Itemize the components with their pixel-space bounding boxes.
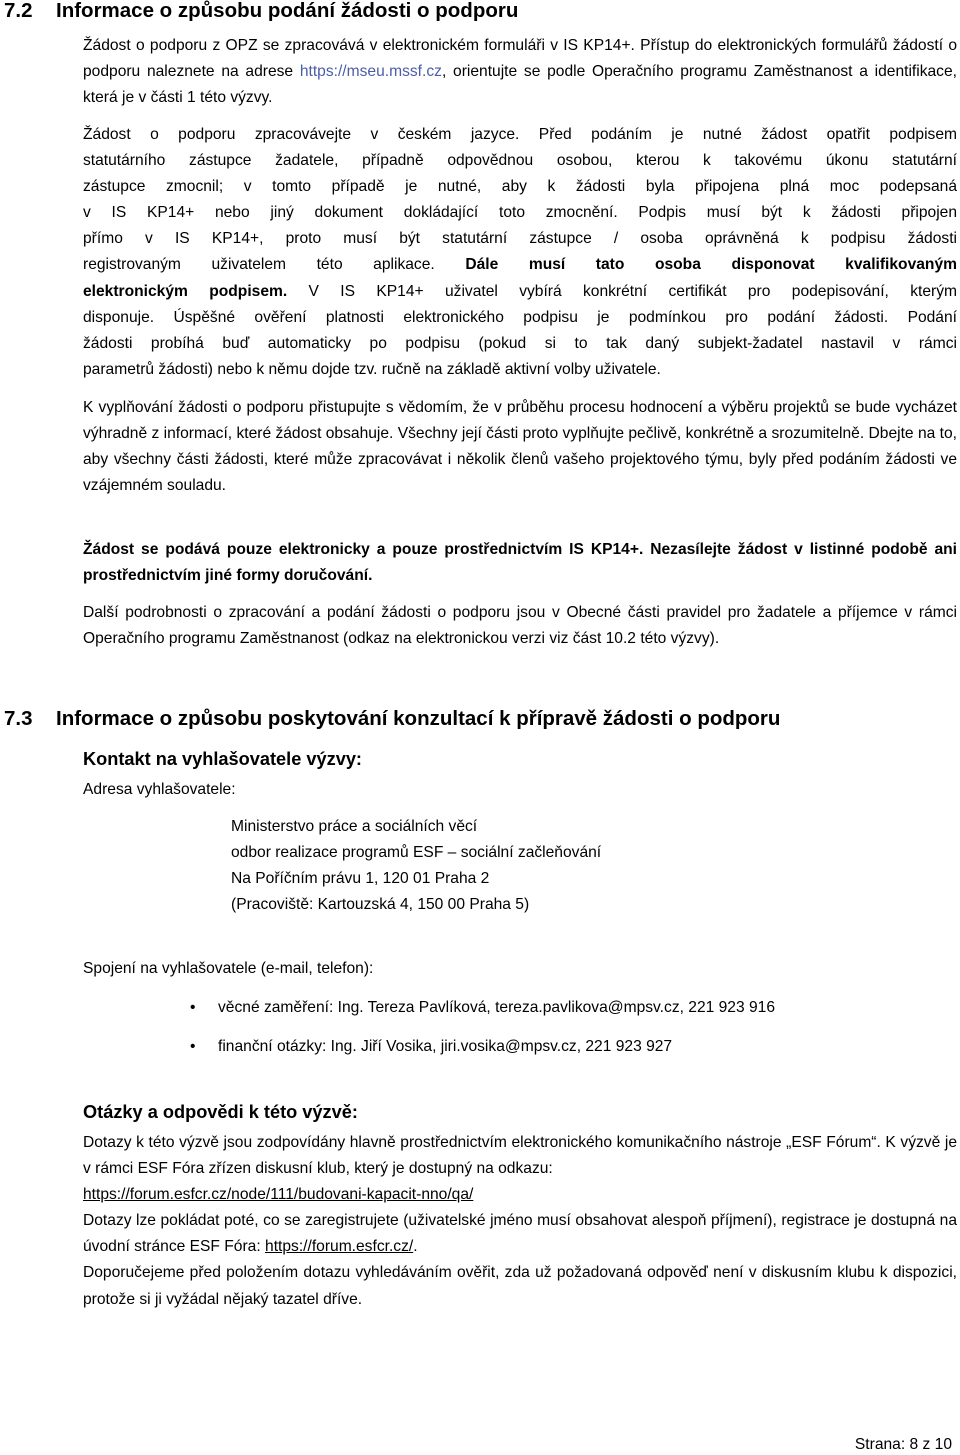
qa-block <box>83 1130 957 1313</box>
paragraph-line <box>83 252 957 278</box>
address-line: Na Poříčním právu 1, 120 01 Praha 2 <box>231 870 490 888</box>
paragraph-text: , orientujte se podle Operačního programu Zaměstnanost a identifikace, která je v části 1 této výzvy. <box>83 63 957 107</box>
contact-label: Spojení na vyhlašovatele (e-mail, telefon): <box>83 960 374 977</box>
address-block <box>231 814 931 918</box>
paragraph-text: Žádost o podporu z OPZ se zpracovává v elektronickém formuláři v IS KP14+. Přístup do elektronických formulářů žádostí o podporu naleznete na adrese <box>83 37 957 81</box>
contact-item: • finanční otázky: Ing. Jiří Vosika, jiri.vosika@mpsv.cz, 221 923 927 <box>218 1036 672 1058</box>
paragraph-line: statutárního zástupce žadatele, případně odpovědnou osobou, kterou k takovému úkonu statutární <box>83 152 957 170</box>
paragraph-text: . <box>413 1238 418 1256</box>
address-line: odbor realizace programů ESF – sociální začleňování <box>231 844 602 862</box>
section-7-2-title: Informace o způsobu podání žádosti o podporu <box>56 0 519 22</box>
address-label: Adresa vyhlašovatele: <box>83 781 236 798</box>
forum-qa-link[interactable]: https://forum.esfcr.cz/node/111/budovani-kapacit-nno/qa/ <box>83 1186 474 1204</box>
address-line: (Pracoviště: Kartouzská 4, 150 00 Praha 5) <box>231 896 530 914</box>
paragraph-evaluation: K vyplňování žádosti o podporu přistupujte s vědomím, že v průběhu procesu hodnocení a výběru projektů se bude vycházet výhradně z informací, které žádost obsahuje. Všechny její části proto vyplňujte pečlivě, konkrétně a srozumitelně. Dbejte na to, aby všechny části žádosti, které může zpracovávat i několik členů vašeho projektového týmu, byly před podáním žádosti ve vzájemném souladu. <box>83 399 957 495</box>
section-7-3-number: 7.3 <box>4 707 33 730</box>
paragraph-further-details: Další podrobnosti o zpracování a podání žádosti o podporu jsou v Obecné části pravidel pro žadatele a příjemce v rámci Operačního programu Zaměstnanost (odkaz na elektronickou verzi viz část 10.2 této výzvy). <box>83 604 957 648</box>
section-7-3-heading <box>4 707 780 731</box>
section-7-2-heading <box>4 0 518 23</box>
contact-heading: Kontakt na vyhlašovatele výzvy: <box>83 749 362 769</box>
paragraph-line: parametrů žádosti) nebo k němu dojde tzv. ručně na základě aktivní volby uživatele. <box>83 360 661 378</box>
qa-paragraph <box>83 1208 957 1260</box>
section-7-3-title: Informace o způsobu poskytování konzultací k přípravě žádosti o podporu <box>56 707 781 730</box>
paragraph-line: přímo v IS KP14+, proto musí být statutární zástupce / osoba oprávněná k podpisu žádosti <box>83 230 957 248</box>
qa-paragraph: Doporučejeme před položením dotazu vyhledáváním ověřit, zda už požadovaná odpověď není v diskusním klubu k dispozici, protože si ji vyžádal nějaký tazatel dříve. <box>83 1264 957 1308</box>
paragraph-line: v IS KP14+ nebo jiný dokument dokládající toto zmocnění. Podpis musí být k žádosti připojen <box>83 204 957 222</box>
paragraph-text: registrovaným uživatelem této aplikace. <box>83 256 466 274</box>
paragraph-electronic-only: Žádost se podává pouze elektronicky a pouze prostřednictvím IS KP14+. Nezasílejte žádost v listinné podobě ani prostřednictvím jiné formy doručování. <box>83 541 957 585</box>
bold-requirement: elektronickým podpisem. <box>83 282 288 300</box>
paragraph-signature <box>83 122 957 383</box>
paragraph-line: disponuje. Úspěšné ověření platnosti elektronického podpisu je podmínkou pro podání žádosti. Podání <box>83 308 957 326</box>
contact-item: • věcné zaměření: Ing. Tereza Pavlíková, tereza.pavlikova@mpsv.cz, 221 923 916 <box>218 997 775 1019</box>
qa-paragraph: Dotazy k této výzvě jsou zodpovídány hlavně prostřednictvím elektronického komunikačního nástroje „ESF Fórum“. K výzvě je v rámci ESF Fóra zřízen diskusní klub, který je dostupný na odkazu: <box>83 1134 957 1178</box>
forum-home-link[interactable]: https://forum.esfcr.cz/ <box>265 1238 414 1256</box>
qa-forum-link <box>83 1182 957 1208</box>
paragraph-text: V IS KP14+ uživatel vybírá konkrétní certifikát pro podepisování, kterým <box>287 282 958 300</box>
paragraph-line: žádosti probíhá buď automaticky po podpisu (pokud si to tak daný subjekt-žadatel nastavil v rámci <box>83 334 957 352</box>
mseu-link[interactable]: https://mseu.mssf.cz <box>299 63 442 81</box>
address-line: Ministerstvo práce a sociálních věcí <box>231 818 478 835</box>
paragraph-application-form <box>83 33 957 111</box>
paragraph-text: Dotazy lze pokládat poté, co se zaregistrujete (uživatelské jméno musí obsahovat alespoň příjmení), registrace je dostupná na úvodní stránce ESF Fóra: <box>83 1212 957 1256</box>
paragraph-line <box>83 279 957 305</box>
section-7-2-number: 7.2 <box>4 0 33 22</box>
qa-heading: Otázky a odpovědi k této výzvě: <box>83 1102 358 1122</box>
page-number: Strana: 8 z 10 <box>854 1436 952 1453</box>
paragraph-line: Žádost o podporu zpracovávejte v českém jazyce. Před podáním je nutné žádost opatřit podpisem <box>83 126 957 143</box>
paragraph-line: zástupce zmocnil; v tomto případě je nutné, aby k žádosti byla připojena plná moc podepsaná <box>83 178 957 196</box>
bold-requirement: Dále musí tato osoba disponovat kvalifikovaným <box>465 256 957 274</box>
